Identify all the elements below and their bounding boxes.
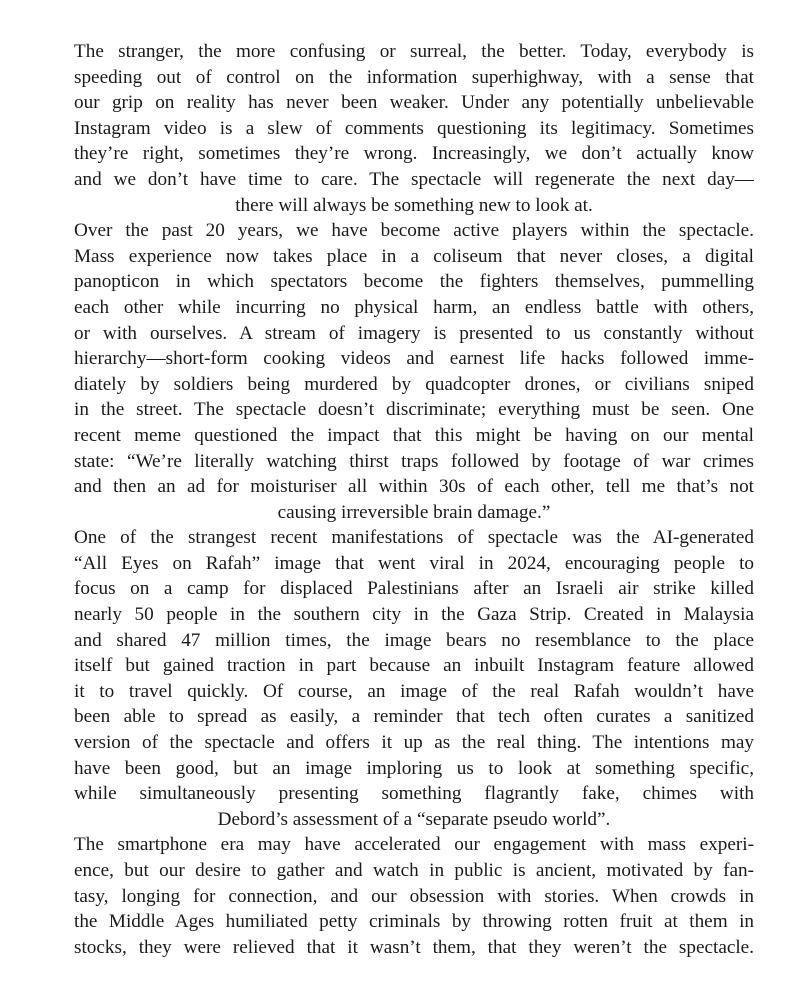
paragraph-4 — [74, 832, 754, 960]
text-line: Debord’s assessment of a “separate pseudo world”. — [217, 808, 611, 830]
text-line: each other while incurring no physical harm, an endless battle with others, — [74, 296, 754, 318]
text-line: The smartphone era may have accelerated our engagement with mass experi- — [74, 834, 754, 856]
text-line: diately by soldiers being murdered by quadcopter drones, or civilians sniped — [74, 373, 754, 395]
text-line: state: “We’re literally watching thirst traps followed by footage of war crimes — [74, 450, 754, 472]
text-line: causing irreversible brain damage.” — [277, 501, 551, 523]
text-line: there will always be something new to look at. — [235, 194, 593, 216]
text-line: and we don’t have time to care. The spectacle will regenerate the next day— — [74, 168, 754, 190]
text-line: speeding out of control on the information superhighway, with a sense that — [74, 66, 754, 88]
paragraph-1 — [74, 39, 754, 218]
text-line: while simultaneously presenting something flagrantly fake, chimes with — [74, 783, 754, 805]
text-line: hierarchy—short-form cooking videos and earnest life hacks followed imme- — [74, 348, 754, 370]
text-line: and then an ad for moisturiser all within 30s of each other, tell me that’s not — [74, 476, 754, 498]
text-line: nearly 50 people in the southern city in the Gaza Strip. Created in Malaysia — [74, 604, 754, 626]
text-line: Instagram video is a slew of comments questioning its legitimacy. Sometimes — [74, 117, 754, 139]
text-line: version of the spectacle and offers it up as the real thing. The intentions may — [74, 732, 754, 754]
paragraph-2 — [74, 218, 754, 525]
text-line: recent meme questioned the impact that this might be having on our mental — [74, 424, 754, 446]
article-body — [74, 39, 754, 960]
text-line: One of the strangest recent manifestations of spectacle was the AI-generated — [74, 527, 754, 549]
text-line: in the street. The spectacle doesn’t discriminate; everything must be seen. One — [74, 399, 754, 421]
text-line: have been good, but an image imploring us to look at something specific, — [74, 757, 754, 779]
text-line: itself but gained traction in part because an inbuilt Instagram feature allowed — [74, 655, 754, 677]
text-line: focus on a camp for displaced Palestinians after an Israeli air strike killed — [74, 578, 754, 600]
text-line: it to travel quickly. Of course, an image of the real Rafah wouldn’t have — [74, 680, 754, 702]
text-line: ence, but our desire to gather and watch in public is ancient, motivated by fan- — [74, 860, 754, 881]
text-line: panopticon in which spectators become the fighters themselves, pummelling — [74, 271, 754, 293]
text-line: the Middle Ages humiliated petty criminals by throwing rotten fruit at them in — [74, 911, 754, 933]
text-line: “All Eyes on Rafah” image that went viral in 2024, encouraging people to — [74, 552, 754, 574]
paragraph-3 — [74, 525, 754, 832]
text-line: they’re right, sometimes they’re wrong. Increasingly, we don’t actually know — [74, 143, 754, 165]
text-line: our grip on reality has never been weaker. Under any potentially unbelievable — [74, 92, 754, 114]
text-line: been able to spread as easily, a reminder that tech often curates a sanitized — [74, 706, 754, 728]
text-line: or with ourselves. A stream of imagery is presented to us constantly without — [74, 322, 754, 344]
text-line: Mass experience now takes place in a coliseum that never closes, a digital — [74, 245, 754, 267]
text-line: and shared 47 million times, the image bears no resemblance to the place — [74, 629, 754, 651]
text-line: Over the past 20 years, we have become active players within the spectacle. — [74, 220, 754, 242]
text-line: tasy, longing for connection, and our obsession with stories. When crowds in — [74, 885, 754, 907]
text-line: The stranger, the more confusing or surreal, the better. Today, everybody is — [74, 41, 754, 62]
text-line: stocks, they were relieved that it wasn’t them, that they weren’t the spectacle. — [74, 936, 754, 958]
